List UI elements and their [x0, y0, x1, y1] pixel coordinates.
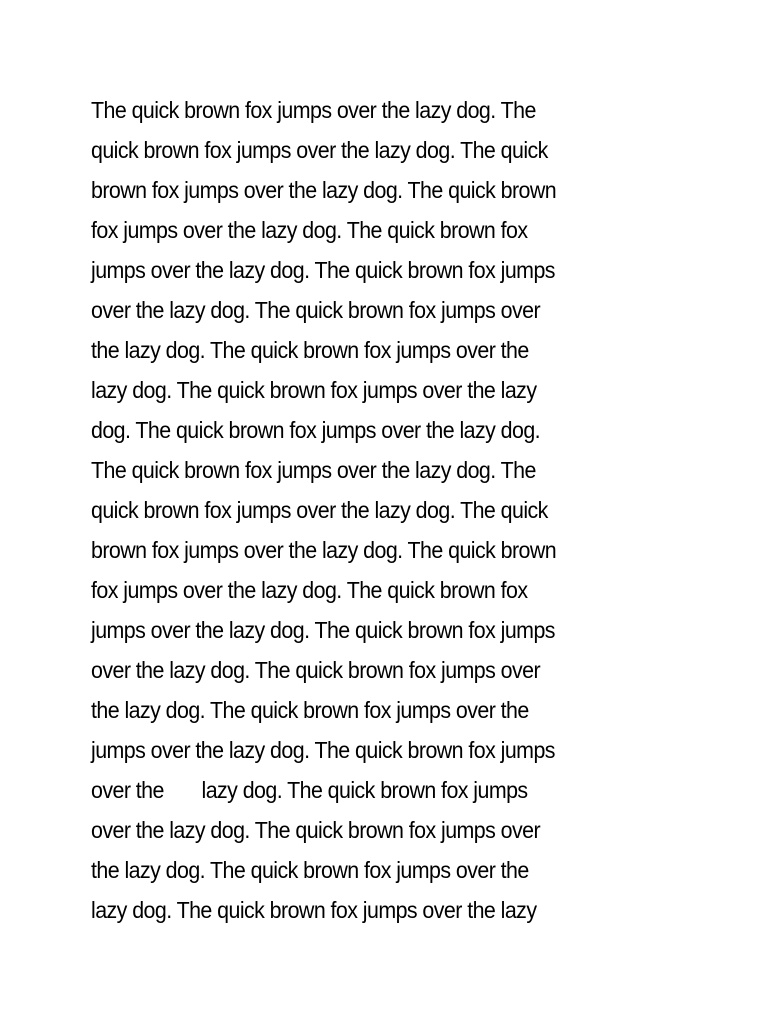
body-text — [91, 90, 691, 930]
text-line-3: brown fox jumps over the lazy dog. The quick brown — [91, 177, 557, 203]
text-line-1: The quick brown fox jumps over the lazy dog. The — [91, 97, 536, 123]
text-line-13: fox jumps over the lazy dog. The quick brown fox — [91, 577, 528, 603]
text-line-12: brown fox jumps over the lazy dog. The quick brown — [91, 537, 557, 563]
text-line-19: over the lazy dog. The quick brown fox jumps over — [91, 817, 541, 843]
text-line-6: over the lazy dog. The quick brown fox jumps over — [91, 297, 541, 323]
text-line-14: jumps over the lazy dog. The quick brown fox jumps — [91, 617, 555, 643]
text-line-15: over the lazy dog. The quick brown fox jumps over — [91, 657, 541, 683]
text-line-7: the lazy dog. The quick brown fox jumps over the — [91, 337, 529, 363]
text-line-8: lazy dog. The quick brown fox jumps over the lazy — [91, 377, 537, 403]
text-line-4: fox jumps over the lazy dog. The quick brown fox — [91, 217, 528, 243]
text-line-10: The quick brown fox jumps over the lazy dog. The — [91, 457, 536, 483]
text-line-5: jumps over the lazy dog. The quick brown fox jumps — [91, 257, 555, 283]
text-line-18: over the lazy dog. The quick brown fox jumps — [91, 777, 528, 803]
text-line-9: dog. The quick brown fox jumps over the lazy dog. — [91, 417, 541, 443]
text-line-11: quick brown fox jumps over the lazy dog. The quick — [91, 497, 548, 523]
text-line-2: quick brown fox jumps over the lazy dog. The quick — [91, 137, 548, 163]
text-line-17: jumps over the lazy dog. The quick brown fox jumps — [91, 737, 555, 763]
text-line-16: the lazy dog. The quick brown fox jumps over the — [91, 697, 529, 723]
text-line-21: lazy dog. The quick brown fox jumps over the lazy — [91, 897, 537, 923]
text-line-20: the lazy dog. The quick brown fox jumps over the — [91, 857, 529, 883]
